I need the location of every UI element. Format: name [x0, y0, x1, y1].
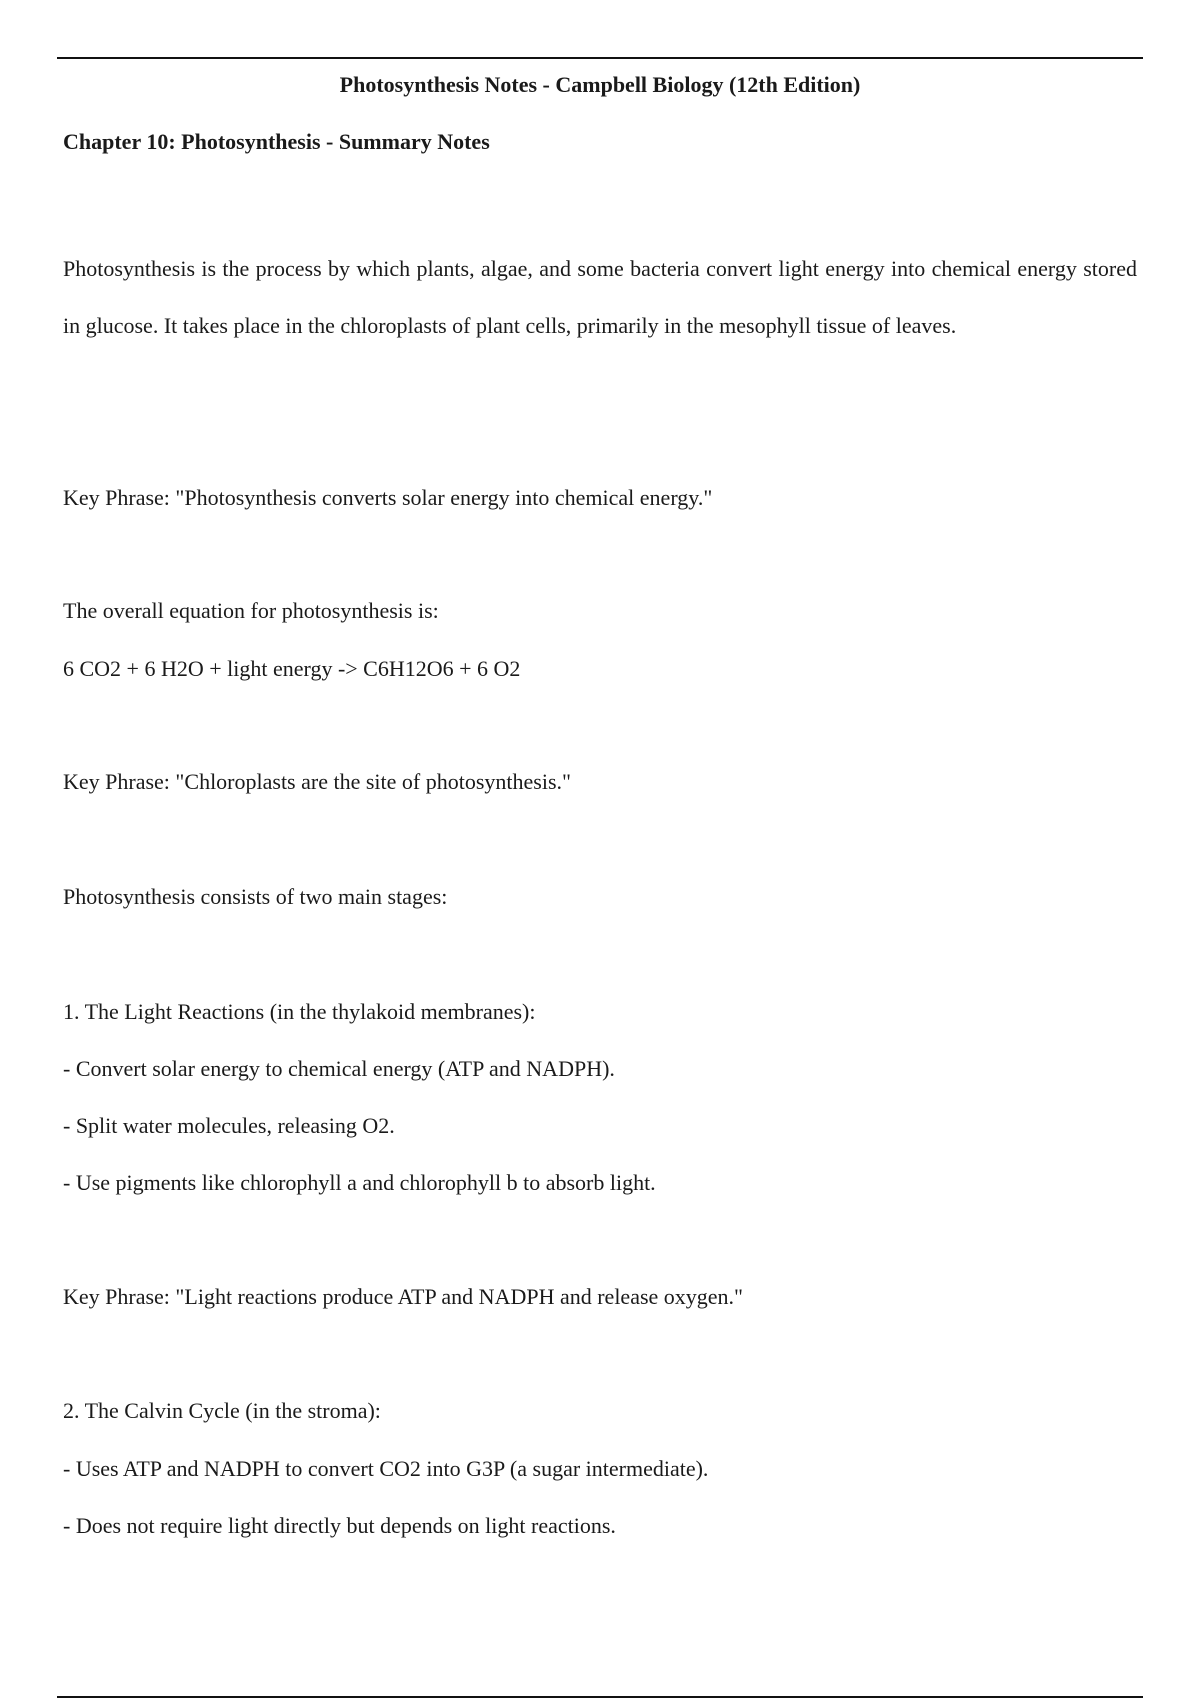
equation: 6 CO2 + 6 H2O + light energy -> C6H12O6 + 6 O2	[63, 656, 521, 681]
stages-intro: Photosynthesis consists of two main stages:	[63, 884, 448, 909]
stage-1-bullet-1: - Convert solar energy to chemical energy (ATP and NADPH).	[63, 1056, 615, 1081]
chapter-heading: Chapter 10: Photosynthesis - Summary Notes	[63, 129, 490, 154]
key-phrase-3: Key Phrase: "Light reactions produce ATP and NADPH and release oxygen."	[63, 1284, 744, 1309]
key-phrase-1: Key Phrase: "Photosynthesis converts solar energy into chemical energy."	[63, 485, 713, 510]
document-title: Photosynthesis Notes - Campbell Biology (12th Edition)	[339, 72, 861, 97]
stage-1-heading: 1. The Light Reactions (in the thylakoid membranes):	[63, 999, 536, 1024]
bottom-rule	[57, 1696, 1143, 1698]
stage-2-bullet-2: - Does not require light directly but depends on light reactions.	[63, 1513, 616, 1538]
intro-paragraph: Photosynthesis is the process by which plants, algae, and some bacteria convert light energy into chemical energy stored in glucose. It takes place in the chloroplasts of plant cells, primarily in the mesophyll tissue of leaves.	[63, 256, 1137, 338]
stage-2-bullet-1: - Uses ATP and NADPH to convert CO2 into G3P (a sugar intermediate).	[63, 1456, 709, 1481]
stage-1-bullet-3: - Use pigments like chlorophyll a and chlorophyll b to absorb light.	[63, 1170, 656, 1195]
top-rule	[57, 57, 1143, 59]
key-phrase-2: Key Phrase: "Chloroplasts are the site of photosynthesis."	[63, 769, 571, 794]
stage-1-bullet-2: - Split water molecules, releasing O2.	[63, 1113, 395, 1138]
stage-2-heading: 2. The Calvin Cycle (in the stroma):	[63, 1398, 381, 1423]
equation-intro: The overall equation for photosynthesis is:	[63, 598, 439, 623]
